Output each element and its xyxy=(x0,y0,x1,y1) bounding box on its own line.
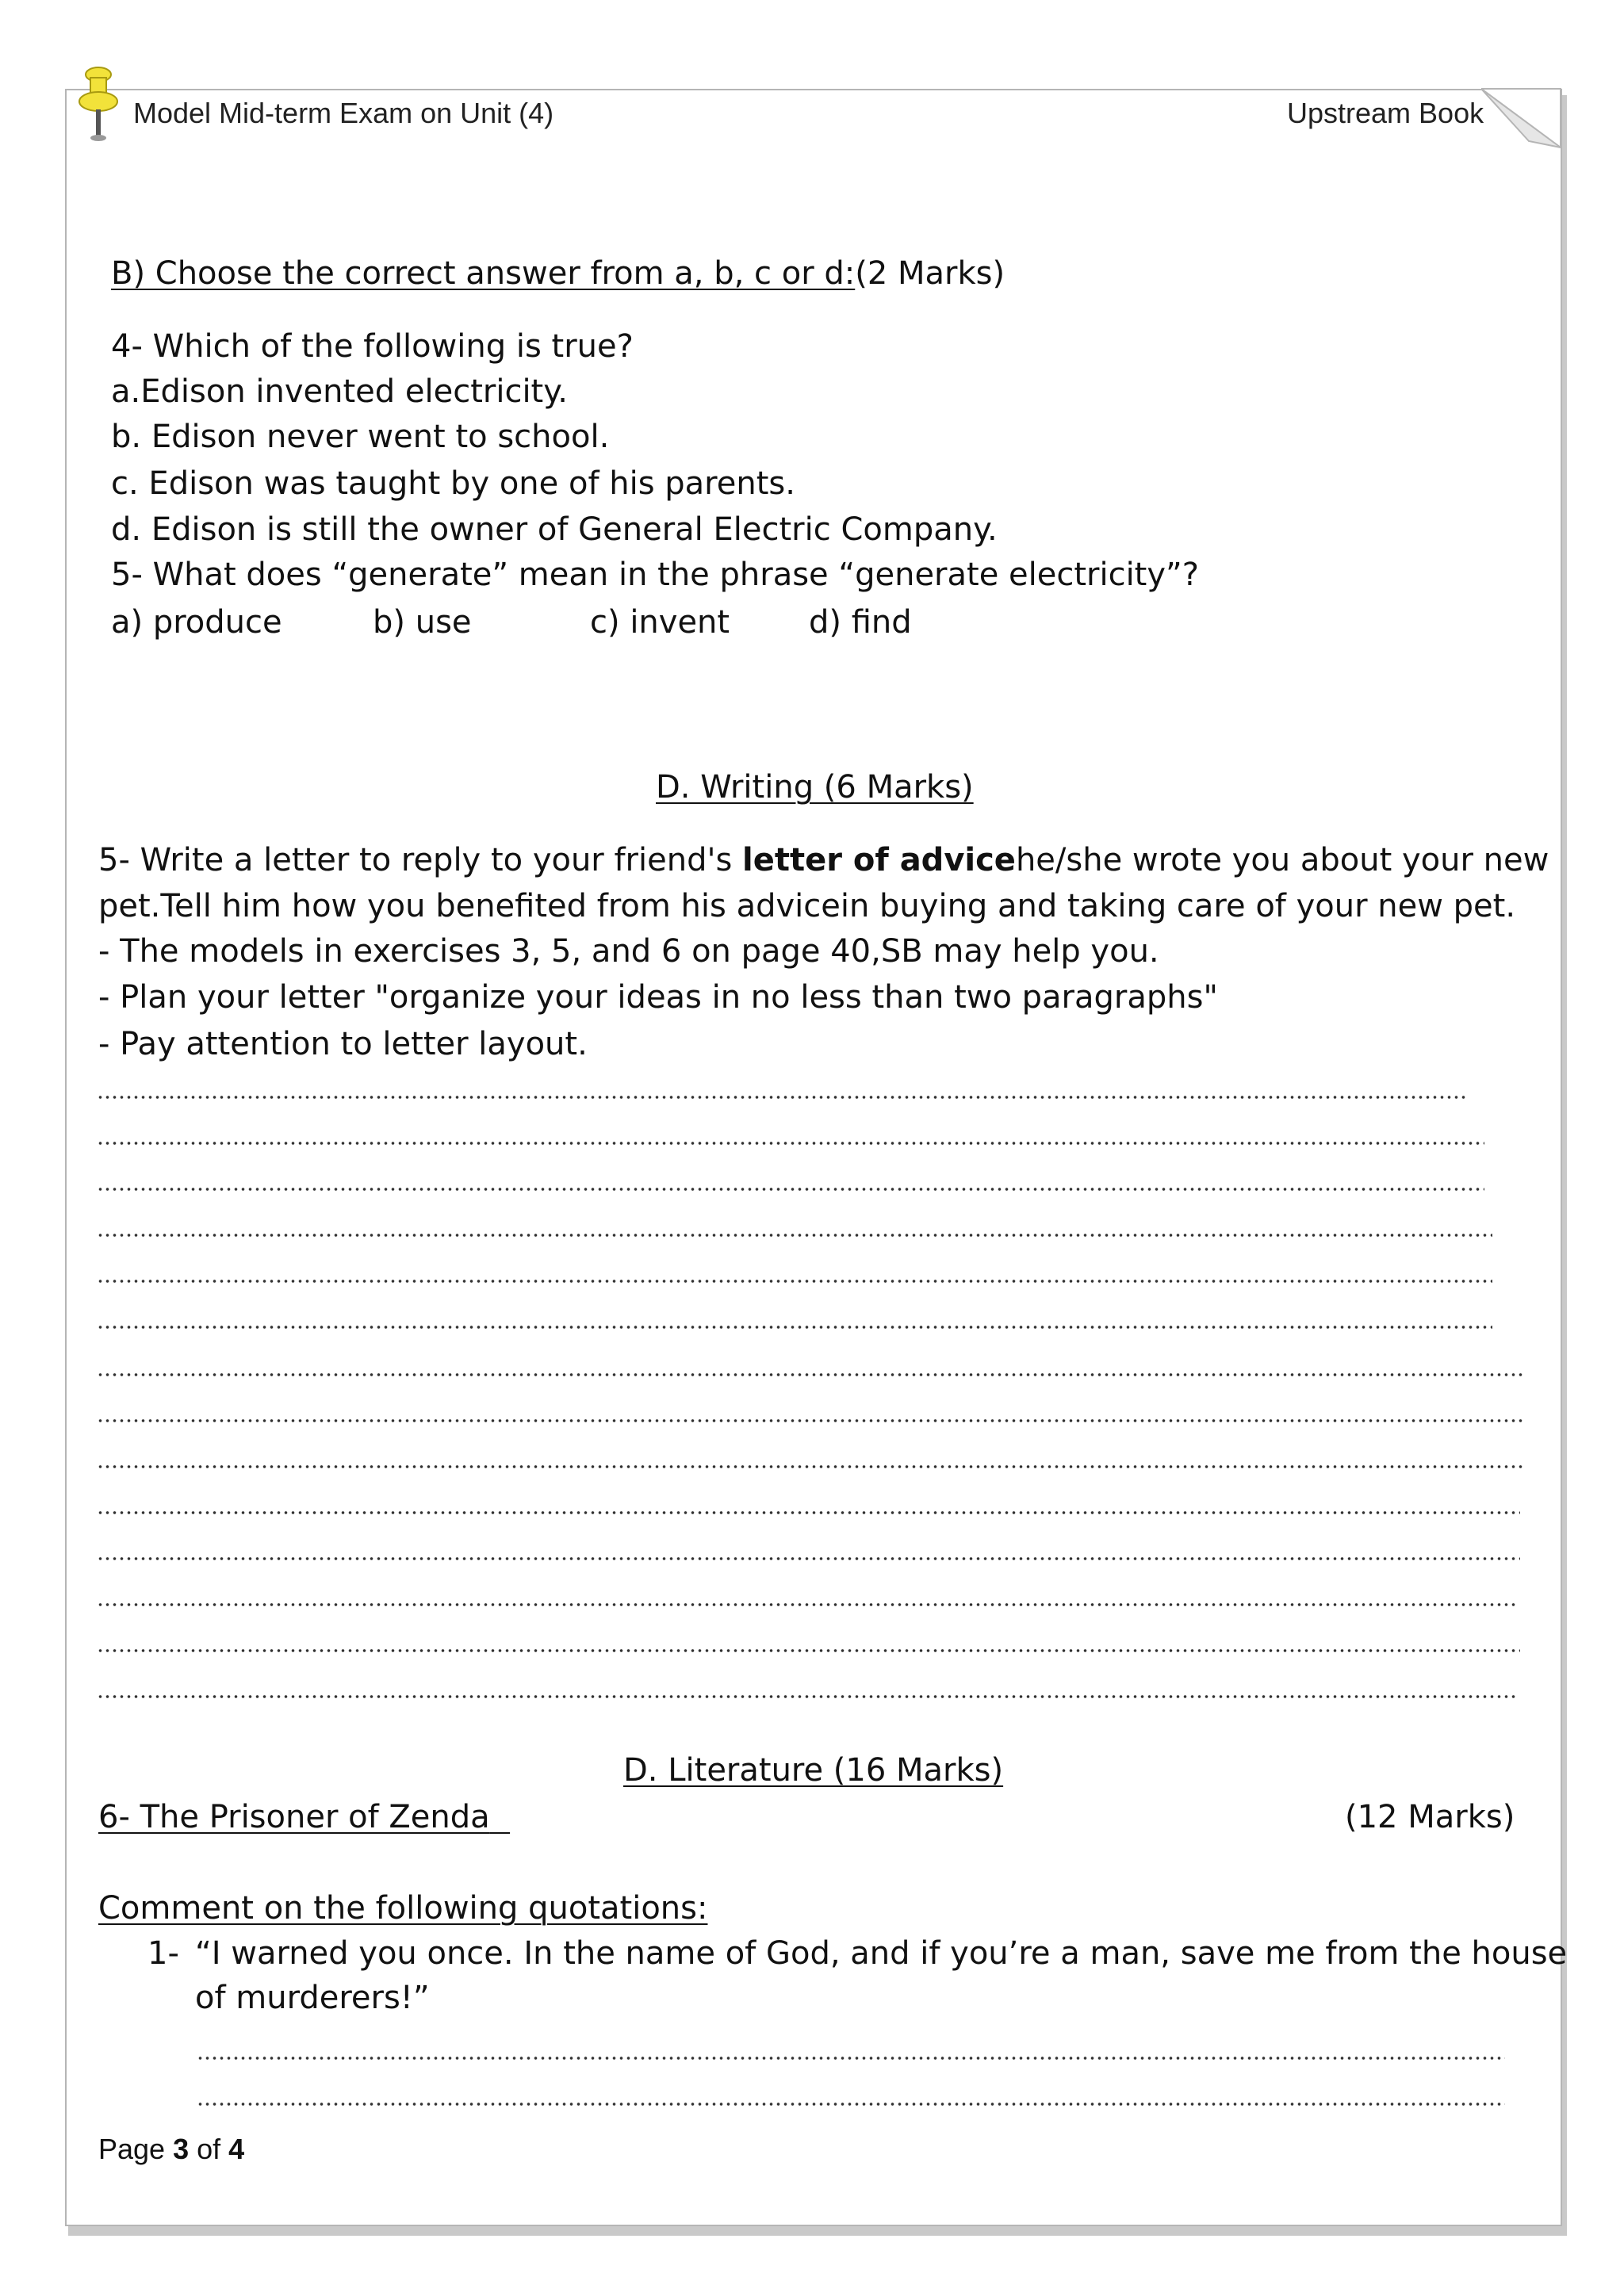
quotation-answer-line xyxy=(197,2057,1505,2060)
writing-section-title: D. Writing (6 Marks) xyxy=(656,769,974,806)
subtitle-underline-gap xyxy=(490,1799,510,1835)
writing-answer-line xyxy=(97,1465,1524,1468)
footer-of-label: of xyxy=(189,2133,229,2165)
footer-page-number: 3 xyxy=(173,2133,190,2165)
writing-answer-line xyxy=(97,1649,1520,1652)
literature-subtitle: 6- The Prisoner of Zenda xyxy=(98,1799,490,1835)
writing-hint-models: - The models in exercises 3, 5, and 6 on page 40,SB may help you. xyxy=(98,933,1159,970)
footer-page-label: Page xyxy=(98,2133,174,2165)
writing-prompt-line-1 xyxy=(98,842,1549,878)
question-5-option-c: c) invent xyxy=(590,604,730,641)
writing-answer-line xyxy=(97,1419,1524,1422)
writing-answer-line xyxy=(97,1280,1492,1283)
header-book-name: Upstream Book xyxy=(1287,97,1484,129)
header-exam-title: Model Mid-term Exam on Unit (4) xyxy=(133,97,554,129)
section-b-marks: (2 Marks) xyxy=(855,255,1005,292)
literature-marks: (12 Marks) xyxy=(1345,1799,1515,1835)
writing-answer-line xyxy=(97,1695,1516,1698)
writing-prompt-start: 5- Write a letter to reply to your friend's xyxy=(98,842,743,878)
writing-answer-line xyxy=(97,1603,1516,1606)
question-4-option-b: b. Edison never went to school. xyxy=(111,419,610,455)
quotation-answer-line xyxy=(197,2103,1505,2106)
footer-page-total: 4 xyxy=(228,2133,245,2165)
writing-answer-line xyxy=(97,1096,1469,1099)
question-5-option-d: d) find xyxy=(809,604,912,641)
writing-answer-line xyxy=(97,1142,1484,1145)
writing-answer-line xyxy=(97,1188,1484,1191)
question-4-option-c: c. Edison was taught by one of his parents. xyxy=(111,465,795,502)
quotation-1-number: 1- xyxy=(147,1935,179,1972)
question-5-option-b: b) use xyxy=(373,604,472,641)
question-5-stem: 5- What does “generate” mean in the phrase “generate electricity”? xyxy=(111,557,1199,593)
writing-prompt-end: he/she wrote you about your new xyxy=(1015,842,1549,878)
quotation-1-line-1: “I warned you once. In the name of God, and if you’re a man, save me from the house xyxy=(195,1935,1568,1972)
page-curl-icon xyxy=(1481,86,1568,149)
page-footer xyxy=(98,2133,244,2166)
writing-prompt-line-2: pet.Tell him how you benefited from his advicein buying and taking care of your new pet. xyxy=(98,888,1516,924)
question-4-option-d: d. Edison is still the owner of General Electric Company. xyxy=(111,511,998,548)
pushpin-icon xyxy=(76,63,121,143)
question-5-option-a: a) produce xyxy=(111,604,282,641)
section-b-heading xyxy=(111,255,1005,292)
writing-answer-line xyxy=(97,1557,1520,1560)
writing-answer-line xyxy=(97,1373,1524,1376)
writing-answer-line xyxy=(97,1326,1492,1329)
question-4-option-a: a.Edison invented electricity. xyxy=(111,373,568,410)
question-4-stem: 4- Which of the following is true? xyxy=(111,328,634,365)
section-b-title: B) Choose the correct answer from a, b, c or d: xyxy=(111,255,856,292)
quotations-instruction: Comment on the following quotations: xyxy=(98,1890,708,1927)
literature-subtitle-wrap xyxy=(98,1799,510,1835)
writing-hint-plan: - Plan your letter "organize your ideas in no less than two paragraphs" xyxy=(98,979,1218,1016)
writing-answer-line xyxy=(97,1511,1520,1514)
writing-hint-layout: - Pay attention to letter layout. xyxy=(98,1026,588,1062)
quotation-1-line-2: of murderers!” xyxy=(195,1980,430,2016)
writing-prompt-bold: letter of advice xyxy=(742,842,1016,878)
writing-answer-line xyxy=(97,1234,1492,1237)
literature-section-title: D. Literature (16 Marks) xyxy=(623,1752,1004,1789)
